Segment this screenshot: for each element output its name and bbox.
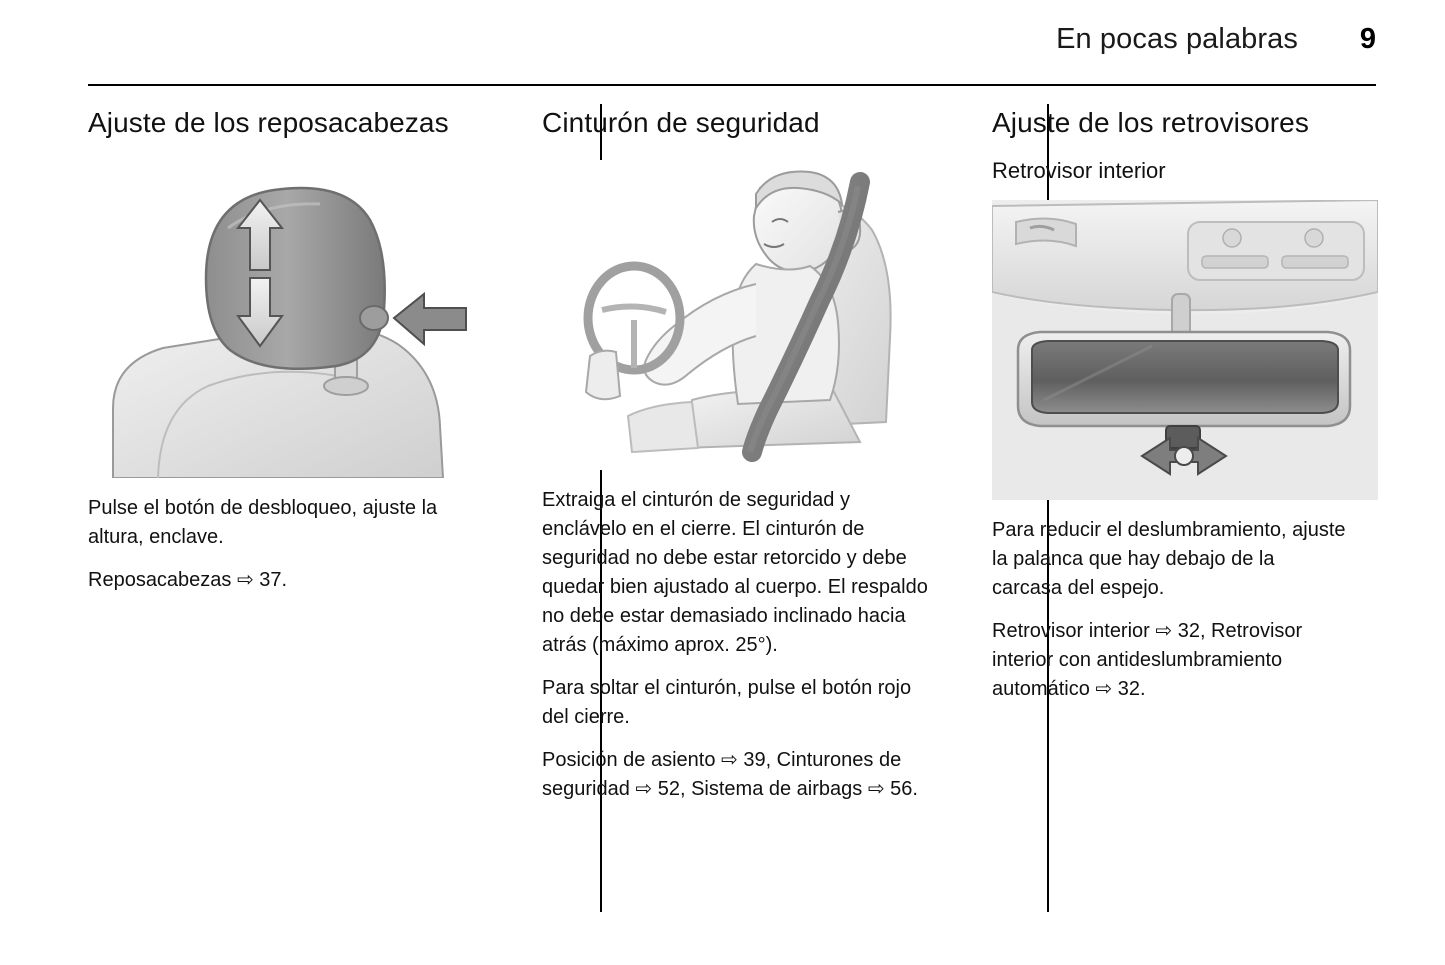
seatbelt-paragraph-2: Para soltar el cinturón, pulse el botón rojo del cierre. [542, 677, 912, 728]
seatbelt-caption [542, 486, 936, 804]
interior-mirror-illustration [992, 200, 1378, 500]
page-header [88, 22, 1376, 82]
mirror-caption [992, 516, 1346, 704]
section-title-headrests: Ajuste de los reposacabezas [88, 107, 449, 138]
mirror-paragraph-1: Para reducir el deslumbramiento, ajuste la palanca que hay debajo de la carcasa del espejo. [992, 519, 1346, 599]
headrest-paragraph-1: Pulse el botón de desbloqueo, ajuste la altura, enclave. [88, 497, 438, 548]
section-title-mirrors: Ajuste de los retrovisores [992, 107, 1309, 138]
seatbelt-paragraph-1: Extraiga el cinturón de seguridad y enclávelo en el cierre. El cinturón de seguridad no debe estar retorcido y debe quedar bien ajustado al cuerpo. El respaldo no debe estar demasiado inclinado hacia atrás (máximo aprox. 25°). [542, 489, 928, 656]
headrest-adjustment-illustration [88, 158, 488, 478]
page-number: 9 [1359, 23, 1376, 55]
column-seatbelt [516, 104, 966, 912]
header-title: En pocas palabras [1056, 23, 1298, 55]
headrest-caption [88, 494, 486, 595]
content-columns [88, 104, 1376, 912]
seat-belt-illustration [542, 160, 942, 470]
header-divider [88, 84, 1376, 86]
headrest-reference: Reposacabezas ⇨ 37. [88, 569, 288, 591]
column-mirrors [966, 104, 1376, 912]
section-title-seatbelt: Cinturón de seguridad [542, 107, 820, 138]
subsection-title-interior-mirror: Retrovisor interior [992, 158, 1166, 183]
seatbelt-references: Posición de asiento ⇨ 39, Cinturones de seguridad ⇨ 52, Sistema de airbags ⇨ 56. [542, 749, 918, 800]
column-headrests [88, 104, 516, 912]
mirror-references: Retrovisor interior ⇨ 32, Retrovisor interior con antideslumbramiento automático ⇨ 32. [992, 620, 1303, 700]
